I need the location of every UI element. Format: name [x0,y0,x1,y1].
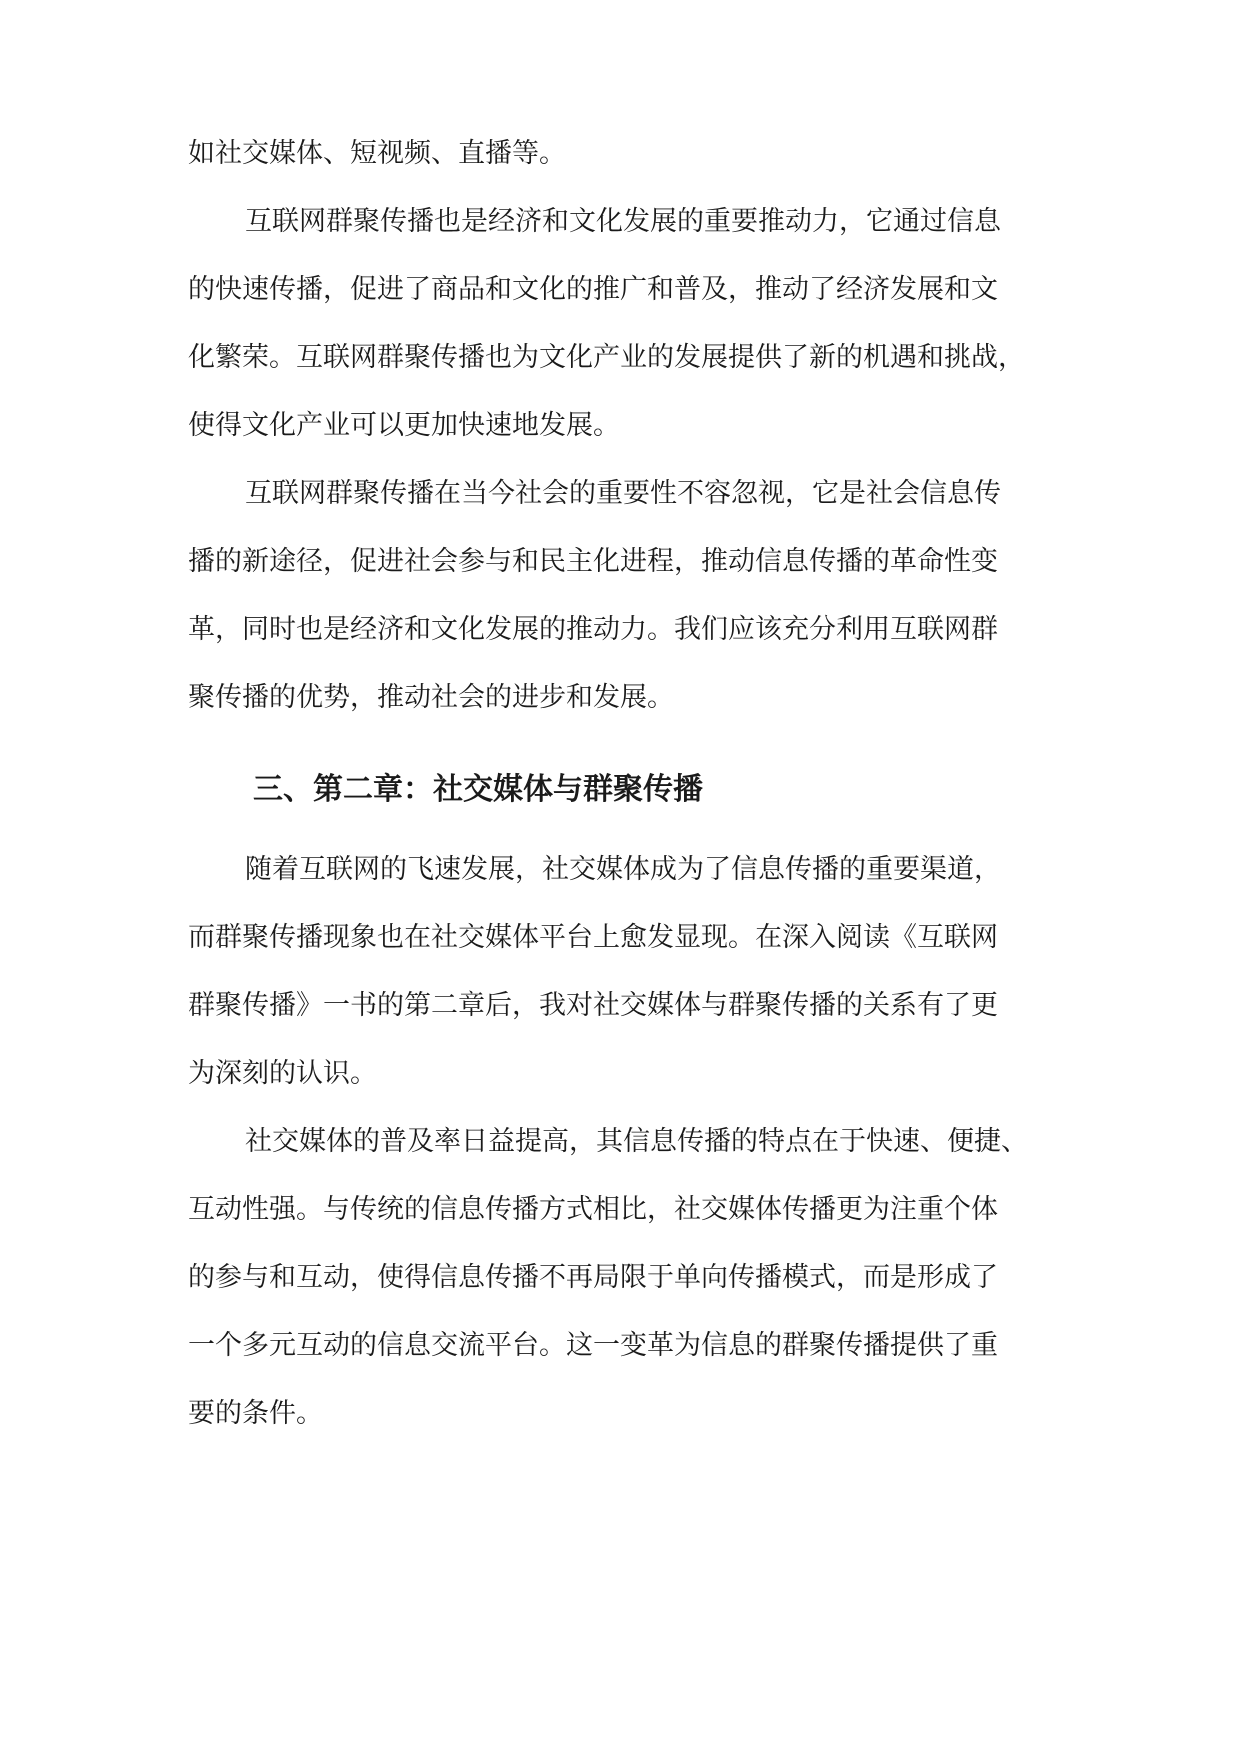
paragraph-line: 社交媒体的普及率日益提高，其信息传播的特点在于快速、便捷、 [245,1126,1028,1157]
paragraph-line: 为深刻的认识。 [188,1058,377,1089]
paragraph-line: 而群聚传播现象也在社交媒体平台上愈发显现。在深入阅读《互联网 [188,922,998,953]
paragraph-line: 互动性强。与传统的信息传播方式相比，社交媒体传播更为注重个体 [188,1194,998,1225]
paragraph-line: 互联网群聚传播在当今社会的重要性不容忽视，它是社会信息传 [245,478,1001,509]
paragraph-line: 播的新途径，促进社会参与和民主化进程，推动信息传播的革命性变 [188,546,998,577]
paragraph-line: 化繁荣。互联网群聚传播也为文化产业的发展提供了新的机遇和挑战， [188,342,1025,373]
paragraph-line: 聚传播的优势，推动社会的进步和发展。 [188,682,674,713]
paragraph-line: 群聚传播》一书的第二章后，我对社交媒体与群聚传播的关系有了更 [188,990,998,1021]
section-heading: 三、第二章：社交媒体与群聚传播 [253,772,703,807]
paragraph-line: 随着互联网的飞速发展，社交媒体成为了信息传播的重要渠道， [245,854,1001,885]
paragraph-line: 使得文化产业可以更加快速地发展。 [188,410,620,441]
paragraph-line: 革，同时也是经济和文化发展的推动力。我们应该充分利用互联网群 [188,614,998,645]
paragraph-line: 的快速传播，促进了商品和文化的推广和普及，推动了经济发展和文 [188,274,998,305]
paragraph-line: 互联网群聚传播也是经济和文化发展的重要推动力，它通过信息 [245,206,1001,237]
paragraph-line: 如社交媒体、短视频、直播等。 [188,138,566,169]
paragraph-line: 要的条件。 [188,1398,323,1429]
paragraph-line: 的参与和互动，使得信息传播不再局限于单向传播模式，而是形成了 [188,1262,998,1293]
paragraph-line: 一个多元互动的信息交流平台。这一变革为信息的群聚传播提供了重 [188,1330,998,1361]
